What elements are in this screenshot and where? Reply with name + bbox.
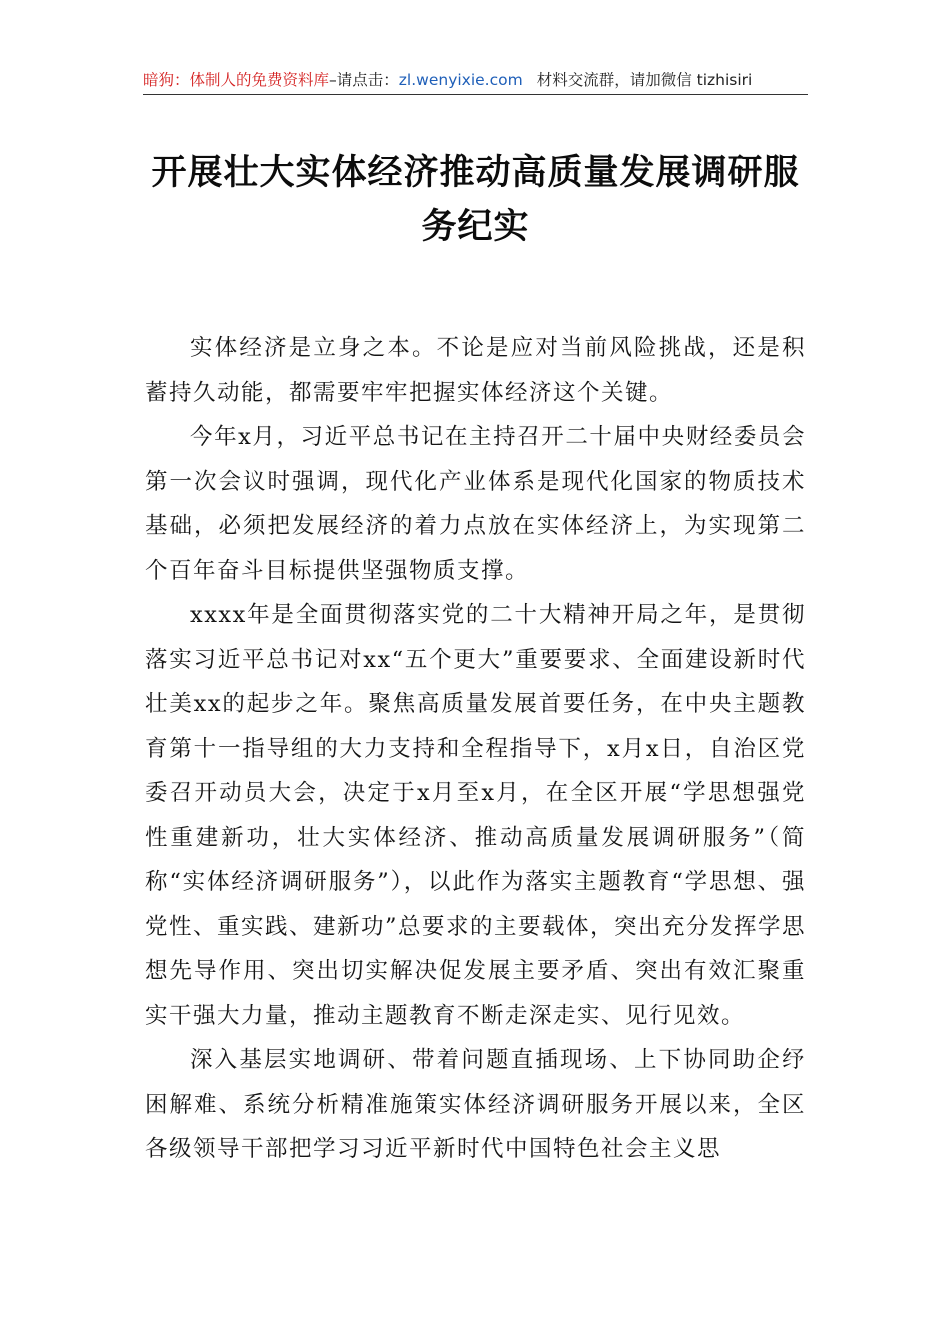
header-link[interactable]: zl.wenyixie.com: [398, 71, 523, 89]
header-separator-text: –请点击：: [329, 71, 399, 89]
page-header: [143, 66, 808, 94]
document-title: [143, 146, 808, 254]
paragraph-2: 今年x月，习近平总书记在主持召开二十届中央财经委员会第一次会议时强调，现代化产业体系是现代化国家的物质技术基础，必须把发展经济的着力点放在实体经济上，为实现第二个百年奋斗目标提供坚强物质支撑。: [145, 424, 806, 584]
header-divider: [143, 94, 808, 95]
title-line-1: 开展壮大实体经济推动高质量发展调研服: [151, 152, 800, 193]
header-promo-text: 暗狗：体制人的免费资料库: [143, 71, 330, 89]
paragraph-4: 深入基层实地调研、带着问题直插现场、上下协同助企纾困解难、系统分析精准施策实体经济调研服务开展以来，全区各级领导干部把学习习近平新时代中国特色社会主义思: [145, 1047, 806, 1162]
title-line-2: 务纪实: [421, 206, 530, 247]
paragraph-3: xxxx年是全面贯彻落实党的二十大精神开局之年，是贯彻落实习近平总书记对xx“五个更大”重要要求、全面建设新时代壮美xx的起步之年。聚焦高质量发展首要任务，在中央主题教育第十一指导组的大力支持和全程指导下，x月x日，自治区党委召开动员大会，决定于x月至x月，在全区开展“学思想强党性重建新功，壮大实体经济、推动高质量发展调研服务”（简称“实体经济调研服务”），以此作为落实主题教育“学思想、强党性、重实践、建新功”总要求的主要载体，突出充分发挥学思想先导作用、突出切实解决促发展主要矛盾、突出有效汇聚重实干强大力量，推动主题教育不断走深走实、见行见效。: [145, 602, 807, 1029]
paragraph-1: 实体经济是立身之本。不论是应对当前风险挑战，还是积蓄持久动能，都需要牢牢把握实体经济这个关键。: [145, 335, 806, 406]
header-contact-text: 材料交流群，请加微信 tizhisiri: [536, 71, 753, 89]
document-body: [145, 326, 806, 1172]
